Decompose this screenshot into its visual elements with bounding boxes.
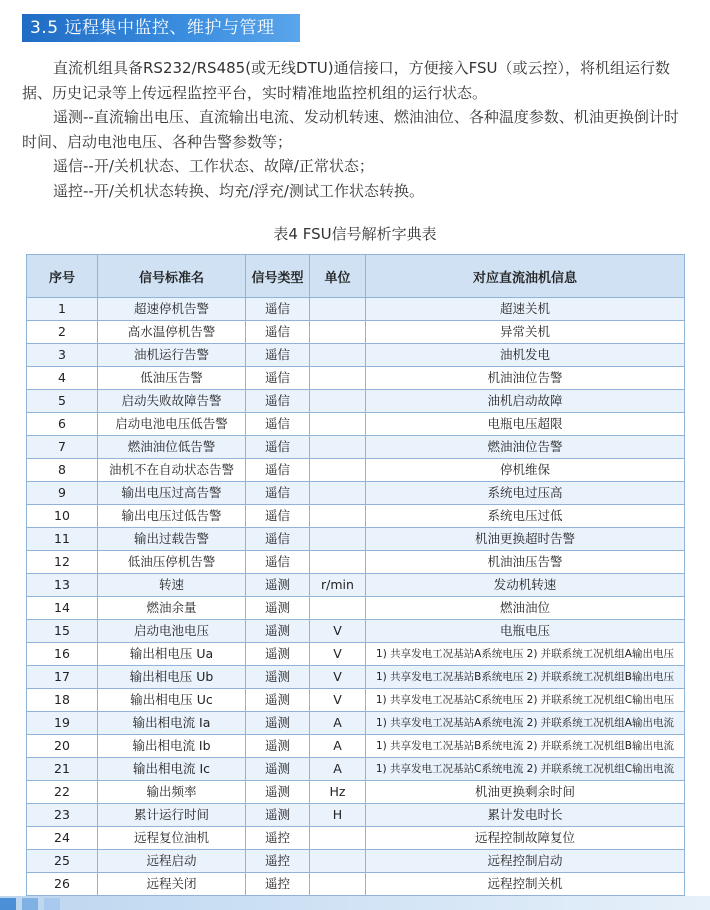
cell-index: 13 xyxy=(27,574,98,597)
cell-signal-type: 遥测 xyxy=(246,689,310,712)
table-row xyxy=(27,758,685,781)
cell-index: 24 xyxy=(27,827,98,850)
table-row xyxy=(27,390,685,413)
cell-index: 7 xyxy=(27,436,98,459)
cell-info: 远程控制故障复位 xyxy=(366,827,685,850)
cell-unit xyxy=(310,528,366,551)
cell-index: 19 xyxy=(27,712,98,735)
cell-signal-name: 远程启动 xyxy=(98,850,246,873)
cell-signal-type: 遥测 xyxy=(246,781,310,804)
cell-unit xyxy=(310,344,366,367)
cell-info: 机油油位告警 xyxy=(366,367,685,390)
cell-index: 10 xyxy=(27,505,98,528)
cell-unit xyxy=(310,298,366,321)
cell-signal-name: 输出相电流 Ic xyxy=(98,758,246,781)
cell-index: 5 xyxy=(27,390,98,413)
cell-info: 1) 共享发电工况基站C系统电压 2) 并联系统工况机组C输出电压 xyxy=(366,689,685,712)
cell-signal-name: 油机不在自动状态告警 xyxy=(98,459,246,482)
cell-unit xyxy=(310,321,366,344)
cell-signal-name: 输出频率 xyxy=(98,781,246,804)
cell-signal-type: 遥信 xyxy=(246,482,310,505)
cell-unit xyxy=(310,551,366,574)
intro-paragraph: 遥测--直流输出电压、直流输出电流、发动机转速、燃油油位、各种温度参数、机油更换倒计时时间、启动电池电压、各种告警参数等； xyxy=(22,108,679,151)
column-header-signal-type: 信号类型 xyxy=(246,255,310,298)
cell-info: 超速关机 xyxy=(366,298,685,321)
table-row xyxy=(27,528,685,551)
cell-index: 16 xyxy=(27,643,98,666)
table-row xyxy=(27,413,685,436)
table-row xyxy=(27,712,685,735)
cell-info: 机油更换剩余时间 xyxy=(366,781,685,804)
cell-signal-type: 遥控 xyxy=(246,850,310,873)
cell-signal-type: 遥测 xyxy=(246,758,310,781)
cell-signal-type: 遥控 xyxy=(246,827,310,850)
cell-signal-name: 油机运行告警 xyxy=(98,344,246,367)
cell-info: 燃油油位告警 xyxy=(366,436,685,459)
cell-signal-name: 远程关闭 xyxy=(98,873,246,896)
cell-signal-type: 遥测 xyxy=(246,574,310,597)
table-row xyxy=(27,321,685,344)
cell-info: 1) 共享发电工况基站C系统电流 2) 并联系统工况机组C输出电流 xyxy=(366,758,685,781)
cell-signal-name: 输出电压过低告警 xyxy=(98,505,246,528)
cell-signal-name: 转速 xyxy=(98,574,246,597)
cell-signal-name: 启动失败故障告警 xyxy=(98,390,246,413)
cell-signal-type: 遥测 xyxy=(246,620,310,643)
intro-paragraph: 遥控--开/关机状态转换、均充/浮充/测试工作状态转换。 xyxy=(53,181,424,200)
column-header-index: 序号 xyxy=(27,255,98,298)
cell-unit: V xyxy=(310,620,366,643)
cell-signal-type: 遥信 xyxy=(246,344,310,367)
cell-signal-type: 遥信 xyxy=(246,505,310,528)
table-row xyxy=(27,689,685,712)
cell-signal-name: 启动电池电压低告警 xyxy=(98,413,246,436)
cell-signal-name: 输出电压过高告警 xyxy=(98,482,246,505)
footer-square xyxy=(22,898,38,910)
cell-signal-type: 遥测 xyxy=(246,666,310,689)
cell-signal-name: 超速停机告警 xyxy=(98,298,246,321)
table-row xyxy=(27,666,685,689)
intro-paragraph: 直流机组具备RS232/RS485(或无线DTU)通信接口，方便接入FSU（或云控），将机组运行数据、历史记录等上传远程监控平台，实时精准地监控机组的运行状态。 xyxy=(22,59,670,102)
cell-index: 26 xyxy=(27,873,98,896)
cell-index: 2 xyxy=(27,321,98,344)
cell-unit: H xyxy=(310,804,366,827)
intro-text xyxy=(22,56,690,203)
cell-info: 油机启动故障 xyxy=(366,390,685,413)
table-row xyxy=(27,551,685,574)
cell-unit: V xyxy=(310,643,366,666)
cell-index: 4 xyxy=(27,367,98,390)
cell-unit xyxy=(310,459,366,482)
cell-unit xyxy=(310,482,366,505)
cell-signal-name: 输出相电流 Ia xyxy=(98,712,246,735)
cell-info: 发动机转速 xyxy=(366,574,685,597)
cell-info: 累计发电时长 xyxy=(366,804,685,827)
cell-signal-type: 遥信 xyxy=(246,551,310,574)
cell-info: 1) 共享发电工况基站A系统电流 2) 并联系统工况机组A输出电流 xyxy=(366,712,685,735)
cell-signal-name: 输出相电压 Ua xyxy=(98,643,246,666)
cell-signal-type: 遥测 xyxy=(246,643,310,666)
cell-signal-name: 启动电池电压 xyxy=(98,620,246,643)
table-row xyxy=(27,505,685,528)
cell-info: 远程控制启动 xyxy=(366,850,685,873)
cell-signal-type: 遥信 xyxy=(246,459,310,482)
cell-info: 燃油油位 xyxy=(366,597,685,620)
cell-signal-name: 低油压停机告警 xyxy=(98,551,246,574)
table-row xyxy=(27,873,685,896)
cell-info: 油机发电 xyxy=(366,344,685,367)
cell-signal-name: 输出相电流 Ib xyxy=(98,735,246,758)
cell-unit: V xyxy=(310,666,366,689)
table-row xyxy=(27,850,685,873)
cell-info: 系统电过压高 xyxy=(366,482,685,505)
table-row xyxy=(27,459,685,482)
table-row xyxy=(27,367,685,390)
footer-band xyxy=(0,896,710,910)
cell-signal-type: 遥测 xyxy=(246,597,310,620)
cell-index: 11 xyxy=(27,528,98,551)
cell-unit xyxy=(310,367,366,390)
cell-signal-name: 累计运行时间 xyxy=(98,804,246,827)
column-header-signal-name: 信号标准名 xyxy=(98,255,246,298)
cell-index: 1 xyxy=(27,298,98,321)
cell-signal-name: 输出相电压 Ub xyxy=(98,666,246,689)
cell-index: 22 xyxy=(27,781,98,804)
table-row xyxy=(27,597,685,620)
table-row xyxy=(27,735,685,758)
cell-signal-type: 遥测 xyxy=(246,804,310,827)
cell-unit xyxy=(310,827,366,850)
section-title: 3.5 远程集中监控、维护与管理 xyxy=(22,14,300,42)
cell-index: 18 xyxy=(27,689,98,712)
cell-signal-type: 遥信 xyxy=(246,367,310,390)
column-header-unit: 单位 xyxy=(310,255,366,298)
cell-info: 机油更换超时告警 xyxy=(366,528,685,551)
table-row xyxy=(27,436,685,459)
table-row xyxy=(27,344,685,367)
cell-info: 异常关机 xyxy=(366,321,685,344)
cell-signal-type: 遥测 xyxy=(246,712,310,735)
cell-unit xyxy=(310,436,366,459)
cell-unit xyxy=(310,597,366,620)
cell-index: 8 xyxy=(27,459,98,482)
cell-info: 停机维保 xyxy=(366,459,685,482)
cell-info: 1) 共享发电工况基站B系统电流 2) 并联系统工况机组B输出电流 xyxy=(366,735,685,758)
table-row xyxy=(27,482,685,505)
table-row xyxy=(27,574,685,597)
cell-signal-type: 遥测 xyxy=(246,735,310,758)
cell-unit xyxy=(310,850,366,873)
cell-info: 系统电压过低 xyxy=(366,505,685,528)
intro-paragraph: 遥信--开/关机状态、工作状态、故障/正常状态； xyxy=(53,157,374,175)
cell-unit: A xyxy=(310,758,366,781)
cell-signal-type: 遥信 xyxy=(246,528,310,551)
cell-signal-name: 燃油余量 xyxy=(98,597,246,620)
cell-info: 远程控制关机 xyxy=(366,873,685,896)
cell-signal-type: 遥信 xyxy=(246,413,310,436)
cell-unit: Hz xyxy=(310,781,366,804)
cell-signal-type: 遥信 xyxy=(246,436,310,459)
table-header-row xyxy=(27,255,685,298)
cell-index: 12 xyxy=(27,551,98,574)
cell-unit: A xyxy=(310,735,366,758)
cell-signal-name: 输出相电压 Uc xyxy=(98,689,246,712)
cell-unit: r/min xyxy=(310,574,366,597)
table-row xyxy=(27,643,685,666)
cell-signal-name: 远程复位油机 xyxy=(98,827,246,850)
table-row xyxy=(27,781,685,804)
cell-index: 3 xyxy=(27,344,98,367)
fsu-signal-table xyxy=(26,254,685,896)
cell-index: 20 xyxy=(27,735,98,758)
cell-info: 1) 共享发电工况基站A系统电压 2) 并联系统工况机组A输出电压 xyxy=(366,643,685,666)
cell-unit: V xyxy=(310,689,366,712)
cell-signal-type: 遥信 xyxy=(246,298,310,321)
cell-signal-type: 遥控 xyxy=(246,873,310,896)
footer-square xyxy=(0,898,16,910)
cell-index: 9 xyxy=(27,482,98,505)
table-row xyxy=(27,298,685,321)
cell-index: 21 xyxy=(27,758,98,781)
cell-unit xyxy=(310,873,366,896)
cell-index: 14 xyxy=(27,597,98,620)
cell-info: 机油油压告警 xyxy=(366,551,685,574)
cell-index: 6 xyxy=(27,413,98,436)
cell-index: 23 xyxy=(27,804,98,827)
cell-signal-name: 输出过载告警 xyxy=(98,528,246,551)
table-row xyxy=(27,620,685,643)
cell-signal-type: 遥信 xyxy=(246,390,310,413)
cell-unit xyxy=(310,413,366,436)
cell-index: 25 xyxy=(27,850,98,873)
cell-unit xyxy=(310,390,366,413)
cell-signal-type: 遥信 xyxy=(246,321,310,344)
cell-index: 17 xyxy=(27,666,98,689)
cell-info: 电瓶电压超限 xyxy=(366,413,685,436)
cell-signal-name: 高水温停机告警 xyxy=(98,321,246,344)
table-row xyxy=(27,804,685,827)
cell-signal-name: 低油压告警 xyxy=(98,367,246,390)
cell-unit xyxy=(310,505,366,528)
cell-index: 15 xyxy=(27,620,98,643)
cell-info: 1) 共享发电工况基站B系统电压 2) 并联系统工况机组B输出电压 xyxy=(366,666,685,689)
footer-square xyxy=(44,898,60,910)
table-caption: 表4 FSU信号解析字典表 xyxy=(273,225,437,243)
cell-signal-name: 燃油油位低告警 xyxy=(98,436,246,459)
table-row xyxy=(27,827,685,850)
cell-info: 电瓶电压 xyxy=(366,620,685,643)
column-header-info: 对应直流油机信息 xyxy=(366,255,685,298)
cell-unit: A xyxy=(310,712,366,735)
